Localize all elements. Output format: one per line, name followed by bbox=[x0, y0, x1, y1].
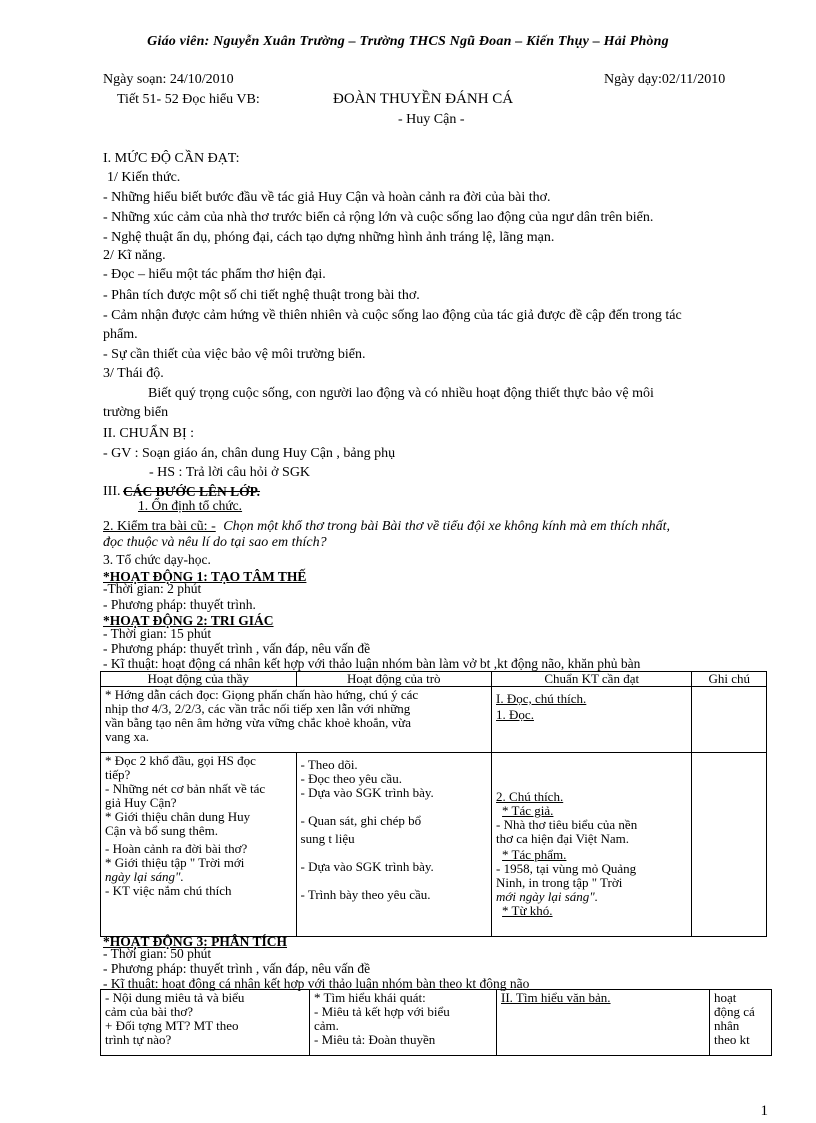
teacher-line: * Đọc 2 khổ đầu, gọi HS đọc bbox=[105, 753, 256, 768]
table-row bbox=[101, 687, 767, 753]
standard-line: * Từ khó. bbox=[502, 903, 553, 918]
table-row bbox=[101, 990, 772, 1056]
knowledge-2: - Những xúc cảm của nhà thơ trước biển cả rộng lớn và cuộc sống lao động của ngư dân trên biển. bbox=[103, 210, 654, 225]
date-taught: Ngày dạy:02/11/2010 bbox=[604, 72, 726, 87]
section-1-2: 2/ Kĩ năng. bbox=[103, 248, 166, 263]
reading-guide-line: vần bằng tạo nên âm hởng vừa vững chắc khoẻ khoắn, vừa bbox=[105, 715, 411, 730]
standard-line: mới ngày lại sáng". bbox=[496, 889, 598, 904]
teacher-line: - Hoàn cảnh ra đời bài thơ? bbox=[105, 841, 248, 856]
teacher-line: * Giới thiệu chân dung Huy bbox=[105, 809, 251, 824]
standard-line: 2. Chú thích. bbox=[496, 789, 564, 804]
student-line: - Theo dõi. bbox=[300, 757, 358, 772]
section-3-1: 1. Ổn định tổ chức. bbox=[138, 498, 243, 513]
section-2-heading: II. CHUẨN BỊ : bbox=[103, 426, 194, 441]
skill-4: - Sự cần thiết của việc bảo vệ môi trường biển. bbox=[103, 347, 366, 362]
standard-line: - 1958, tại vùng mỏ Quảng bbox=[496, 861, 637, 876]
reading-guide-line: * Hớng dẫn cách đọc: Giọng phấn chấn hào hứng, chú ý các bbox=[105, 687, 419, 702]
teacher-line: - Những nét cơ bản nhất về tác bbox=[105, 781, 266, 796]
teacher-line: - KT việc nắm chú thích bbox=[105, 883, 232, 898]
activity-2-method: - Phương pháp: thuyết trình , vấn đáp, nêu vấn đề bbox=[103, 641, 371, 656]
teacher-line: ngày lại sáng". bbox=[105, 869, 184, 884]
date-prepared: Ngày soạn: 24/10/2010 bbox=[103, 72, 234, 87]
lesson-title: ĐOÀN THUYỀN ĐÁNH CÁ bbox=[333, 91, 514, 107]
student-line: * Tìm hiểu khái quát: bbox=[314, 990, 426, 1005]
activity-2-technique: - Kĩ thuật: hoạt động cá nhân kết hợp với thảo luận nhóm bàn làm vở bt ,kt động não, khăn phủ bàn bbox=[103, 656, 641, 671]
activity-3-method: - Phương pháp: thuyết trình , vấn đáp, nêu vấn đề bbox=[103, 961, 371, 976]
activity-2-table bbox=[100, 671, 767, 937]
page-number: 1 bbox=[760, 1103, 768, 1119]
note-line: hoạt bbox=[714, 990, 737, 1005]
standard-line: * Tác giả. bbox=[502, 803, 554, 818]
skill-3a: - Cảm nhận được cảm hứng về thiên nhiên và cuộc sống lao động của tác giả được đề cập đến trong tác bbox=[103, 308, 682, 323]
standard-line: 1. Đọc. bbox=[496, 707, 534, 722]
student-line: - Miêu tả: Đoàn thuyền bbox=[314, 1032, 436, 1047]
lesson-author: - Huy Cận - bbox=[398, 112, 465, 127]
standard-cell bbox=[497, 990, 710, 1056]
student-line: cảm. bbox=[314, 1018, 339, 1033]
teacher-line: tiếp? bbox=[105, 767, 131, 782]
student-line: - Trình bày theo yêu cầu. bbox=[300, 887, 431, 902]
table-row bbox=[101, 753, 767, 937]
activity-1-time: -Thời gian: 2 phút bbox=[103, 581, 202, 596]
header-teacher: Hoạt động của thầy bbox=[101, 672, 297, 687]
student-line: - Miêu tả kết hợp với biểu bbox=[314, 1004, 450, 1019]
teacher-line: giả Huy Cận? bbox=[105, 795, 177, 810]
section-3-2-question-b: đọc thuộc và nêu lí do tại sao em thích? bbox=[103, 535, 327, 550]
teacher-cell bbox=[101, 990, 310, 1056]
header-standard: Chuẩn KT cần đạt bbox=[492, 672, 692, 687]
note-cell bbox=[692, 753, 767, 937]
teacher-line: - Nội dung miêu tả và biểu bbox=[105, 990, 245, 1005]
reading-guide-cell bbox=[101, 687, 492, 753]
teacher-line: cảm của bài thơ? bbox=[105, 1004, 194, 1019]
section-3-2 bbox=[103, 519, 670, 535]
student-line: - Dựa vào SGK trình bày. bbox=[300, 785, 434, 800]
student-line: sung t liệu bbox=[300, 831, 355, 846]
standard-line: II. Tìm hiểu văn bản. bbox=[501, 990, 611, 1005]
section-1-3: 3/ Thái độ. bbox=[103, 366, 164, 381]
activity-3-technique: - Kĩ thuật: hoạt động cá nhân kết hợp với thảo luận nhóm bàn theo kt động não bbox=[103, 976, 530, 991]
student-line: - Dựa vào SGK trình bày. bbox=[300, 859, 434, 874]
attitude-b: trường biển bbox=[103, 405, 169, 420]
activity-3-heading: *HOẠT ĐỘNG 3: PHÂN TÍCH bbox=[103, 934, 288, 949]
note-line: nhân bbox=[714, 1018, 740, 1033]
note-cell bbox=[710, 990, 772, 1056]
skill-1: - Đọc – hiểu một tác phẩm thơ hiện đại. bbox=[103, 267, 326, 282]
skill-2: - Phân tích được một số chi tiết nghệ thuật trong bài thơ. bbox=[103, 288, 420, 303]
standard-cell bbox=[492, 753, 692, 937]
standard-line: Ninh, in trong tập " Trời bbox=[496, 875, 623, 890]
page-header: Giáo viên: Nguyễn Xuân Trường – Trường THCS Ngũ Đoan – Kiến Thụy – Hải Phòng bbox=[147, 34, 669, 49]
student-line: - Quan sát, ghi chép bổ bbox=[300, 813, 422, 828]
section-3-heading: CÁC BƯỚC LÊN LỚP. bbox=[123, 484, 261, 499]
reading-guide-line: nhịp thơ 4/3, 2/2/3, các vần trắc nối tiếp xen lẫn với những bbox=[105, 701, 411, 716]
teacher-line: Cận và bổ sung thêm. bbox=[105, 823, 219, 838]
student-cell bbox=[310, 990, 497, 1056]
prep-teacher: - GV : Soạn giáo án, chân dung Huy Cận , bảng phụ bbox=[103, 446, 396, 461]
activity-3-time: - Thời gian: 50 phút bbox=[103, 946, 212, 961]
header-note: Ghi chú bbox=[692, 672, 767, 687]
table-header-row bbox=[101, 672, 767, 687]
student-cell bbox=[296, 753, 492, 937]
skill-3b: phẩm. bbox=[103, 327, 138, 342]
teacher-cell bbox=[101, 753, 297, 937]
teacher-line: + Đối tợng MT? MT theo bbox=[105, 1018, 239, 1033]
reading-guide-line: vang xa. bbox=[105, 729, 150, 744]
section-3-2-question-a: Chọn một khổ thơ trong bài Bài thơ về tiểu đội xe không kính mà em thích nhất, bbox=[223, 519, 671, 534]
section-3-number: III. bbox=[103, 484, 121, 499]
note-cell bbox=[692, 687, 767, 753]
note-line: theo kt bbox=[714, 1032, 750, 1047]
activity-1-heading: *HOẠT ĐỘNG 1: TẠO TÂM THẾ bbox=[103, 569, 307, 584]
attitude-a: Biết quý trọng cuộc sống, con người lao động và có nhiều hoạt động thiết thực bảo vệ môi bbox=[148, 386, 654, 401]
standard-line bbox=[496, 692, 687, 706]
prep-student: - HS : Trả lời câu hỏi ở SGK bbox=[149, 465, 311, 480]
section-3-3: 3. Tổ chức dạy-học. bbox=[103, 552, 211, 567]
standard-line: - Nhà thơ tiêu biểu của nền bbox=[496, 817, 638, 832]
standard-cell bbox=[492, 687, 692, 753]
activity-2-time: - Thời gian: 15 phút bbox=[103, 626, 212, 641]
standard-line: * Tác phẩm. bbox=[502, 847, 567, 862]
header-student: Hoạt động của trò bbox=[296, 672, 492, 687]
knowledge-3: - Nghệ thuật ẩn dụ, phóng đại, cách tạo dựng những hình ảnh tráng lệ, lãng mạn. bbox=[103, 230, 555, 245]
knowledge-1: - Những hiểu biết bước đầu về tác giả Huy Cận và hoàn cảnh ra đời của bài thơ. bbox=[103, 190, 551, 205]
teacher-line: * Giới thiệu tập " Trời mới bbox=[105, 855, 245, 870]
standard-heading: I. Đọc, chú thích. bbox=[496, 691, 587, 706]
activity-2-heading: *HOẠT ĐỘNG 2: TRI GIÁC bbox=[103, 613, 274, 628]
student-line: - Đọc theo yêu cầu. bbox=[300, 771, 402, 786]
section-1-1: 1/ Kiến thức. bbox=[107, 170, 181, 185]
standard-line: thơ ca hiện đại Việt Nam. bbox=[496, 831, 629, 846]
section-1-heading: I. MỨC ĐỘ CẦN ĐẠT: bbox=[103, 151, 240, 166]
teacher-line: trình tự nào? bbox=[105, 1032, 172, 1047]
activity-3-table bbox=[100, 989, 772, 1056]
section-3-2-label: 2. Kiểm tra bài cũ: - bbox=[103, 519, 216, 534]
activity-1-method: - Phương pháp: thuyết trình. bbox=[103, 597, 256, 612]
lesson-label: Tiết 51- 52 Đọc hiểu VB: bbox=[117, 92, 260, 107]
note-line: động cá bbox=[714, 1004, 755, 1019]
